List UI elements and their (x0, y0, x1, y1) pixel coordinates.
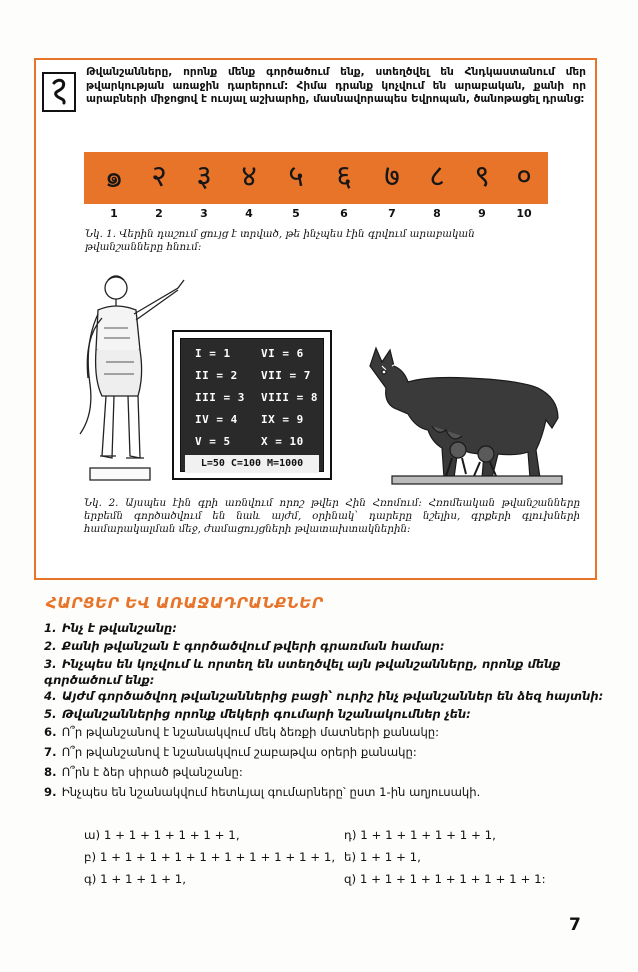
roman-cell: VIII = 8 (261, 391, 318, 404)
question-text: Քանի թվանշան է գործածվում թվերի գրառման համար: (62, 639, 445, 653)
numeral-index: 10 (516, 207, 532, 220)
numeral-index: 2 (155, 207, 163, 220)
expression-text: 1 + 1 + 1 + 1 + 1 + 1 + 1 + 1: (359, 872, 546, 886)
capitoline-wolf-illustration (362, 326, 567, 486)
roman-cell: IX = 9 (261, 413, 304, 426)
roman-row (181, 345, 323, 364)
roman-cell: V = 5 (195, 435, 231, 448)
figure-2-text: Այսպես էին գրի առնվում որոշ թվեր Հին Հռոմում: Հռոմեական թվանշանները երբեմն գործածվում են նաև այժմ, օրինակ՝ դարերը նշելիս, գրքերի գլուխների համարակալման մեջ, ժամացույցների թվատախտակներին: (84, 497, 580, 535)
roman-cell: X = 10 (261, 435, 304, 448)
question-item (44, 706, 604, 722)
numeral-index: 8 (433, 207, 441, 220)
expression-label: դ) (344, 828, 357, 842)
roman-row (181, 433, 323, 452)
expression-text: 1 + 1 + 1 + 1 + 1 + 1, (360, 828, 496, 842)
old-numeral-6: ६ (336, 159, 352, 194)
question-item (44, 656, 604, 688)
old-numeral-2: २ (151, 159, 167, 194)
old-numeral-1: ๑ (104, 160, 124, 195)
old-numeral-5: ५ (288, 159, 304, 194)
question-number: 5. (44, 707, 57, 721)
question-text: Ինչպես են կոչվում և որտեղ են ստեղծվել այն թվանշանները, որոնք մենք գործածում ենք: (44, 657, 561, 687)
roman-cell: I = 1 (195, 347, 231, 360)
expression-label: գ) (84, 872, 97, 886)
numeral-index-row (84, 207, 548, 223)
old-numeral-4: ४ (241, 159, 257, 194)
roman-cell: II = 2 (195, 369, 238, 382)
old-numeral-10: ० (516, 159, 532, 194)
expression-label: զ) (344, 872, 357, 886)
numeral-index: 4 (245, 207, 253, 220)
expression-text: 1 + 1 + 1 + 1 + 1 + 1, (103, 828, 240, 842)
expression-label: ա) (84, 828, 101, 842)
numeral-index: 5 (292, 207, 300, 220)
question-item (44, 638, 604, 654)
intro-text: Թվանշանները, որոնք մենք գործածում ենք, ստեղծվել են Հնդկաստանում մեր թվարկության առաջին դարերում: Հիմա դրանք կոչվում են արաբական, քանի որ արաբների միջոցով է ուսյալ աշխարհը, մասնավորապես Եվրոպան, ծանոթացել դրանց: (86, 66, 586, 106)
roman-large-values: L=50 C=100 M=1000 (185, 455, 319, 473)
question-number: 6. (44, 725, 57, 739)
expression-item (344, 850, 421, 864)
old-numeral-9: ९ (474, 159, 490, 194)
figure-1-text: Վերին դաշում ցույց է տրված, թե ինչպես էին գրվում արաբական թվանշանները հնում: (85, 228, 475, 253)
old-numeral-8: ८ (429, 159, 445, 194)
expression-item (84, 850, 335, 864)
question-text: Ինչ է թվանշանը: (62, 621, 177, 635)
question-item (44, 724, 604, 740)
old-numeral-7: ७ (384, 159, 400, 194)
numeral-index: 7 (388, 207, 396, 220)
roman-cell: III = 3 (195, 391, 245, 404)
roman-cell: VI = 6 (261, 347, 304, 360)
arabic-numerals-band (84, 152, 548, 204)
expression-item (84, 828, 240, 842)
question-number: 4. (44, 689, 57, 703)
roman-cell: IV = 4 (195, 413, 238, 426)
question-item (44, 744, 604, 760)
roman-row (181, 411, 323, 430)
intro-paragraph (86, 66, 586, 107)
roman-row (181, 389, 323, 408)
expression-text: 1 + 1 + 1 + 1 + 1 + 1 + 1 + 1 + 1 + 1, (99, 850, 336, 864)
numeral-index: 1 (110, 207, 118, 220)
page-number: 7 (569, 915, 581, 935)
numeral-index: 9 (478, 207, 486, 220)
question-text: Ո՞րն է ձեր սիրած թվանշանը: (61, 765, 243, 779)
question-text: Ինչպես են նշանակվում հետևյալ գումարները՝ ըստ 1-ին աղյուսակի. (61, 785, 481, 799)
question-item (44, 620, 604, 636)
question-number: 3. (44, 657, 57, 671)
roman-numerals-panel (180, 338, 324, 472)
expression-label: բ) (84, 850, 97, 864)
expression-item (84, 872, 186, 886)
expression-label: ե) (344, 850, 357, 864)
figure-2-caption (84, 497, 580, 536)
expression-text: 1 + 1 + 1 + 1, (100, 872, 187, 886)
numeral-index: 6 (340, 207, 348, 220)
question-number: 1. (44, 621, 57, 635)
expression-item (344, 872, 546, 886)
questions-heading: ՀԱՐՑԵՐ ԵՎ ԱՌԱՋԱԴՐԱՆՔՆԵՐ (46, 594, 324, 612)
numeral-index: 3 (200, 207, 208, 220)
roman-numerals-board (172, 330, 332, 480)
question-text: Այժմ գործածվող թվանշաններից բացի՝ ուրիշ ինչ թվանշաններ են ձեզ հայտնի: (62, 689, 604, 703)
roman-row (181, 367, 323, 386)
section-marker-icon (42, 72, 76, 112)
figure-1-label: Նկ. 1. (85, 228, 117, 240)
roman-cell: VII = 7 (261, 369, 311, 382)
question-number: 7. (44, 745, 57, 759)
question-number: 2. (44, 639, 57, 653)
expression-text: 1 + 1 + 1, (359, 850, 421, 864)
expression-item (344, 828, 496, 842)
question-item (44, 784, 604, 800)
question-item (44, 764, 604, 780)
question-text: Ո՞ր թվանշանով է նշանակվում մեկ ձեռքի մատների քանակը: (61, 725, 440, 739)
question-number: 9. (44, 785, 57, 799)
old-numeral-3: ३ (196, 159, 212, 194)
question-number: 8. (44, 765, 57, 779)
figure-2-label: Նկ. 2. (84, 497, 119, 509)
question-text: Թվանշաններից որոնք մեկերի գումարի նշանակումներ չեն: (62, 707, 471, 721)
question-item (44, 688, 604, 704)
figure-1-caption (85, 228, 505, 254)
question-text: Ո՞ր թվանշանով է նշանակվում շաբաթվա օրերի քանակը: (61, 745, 417, 759)
